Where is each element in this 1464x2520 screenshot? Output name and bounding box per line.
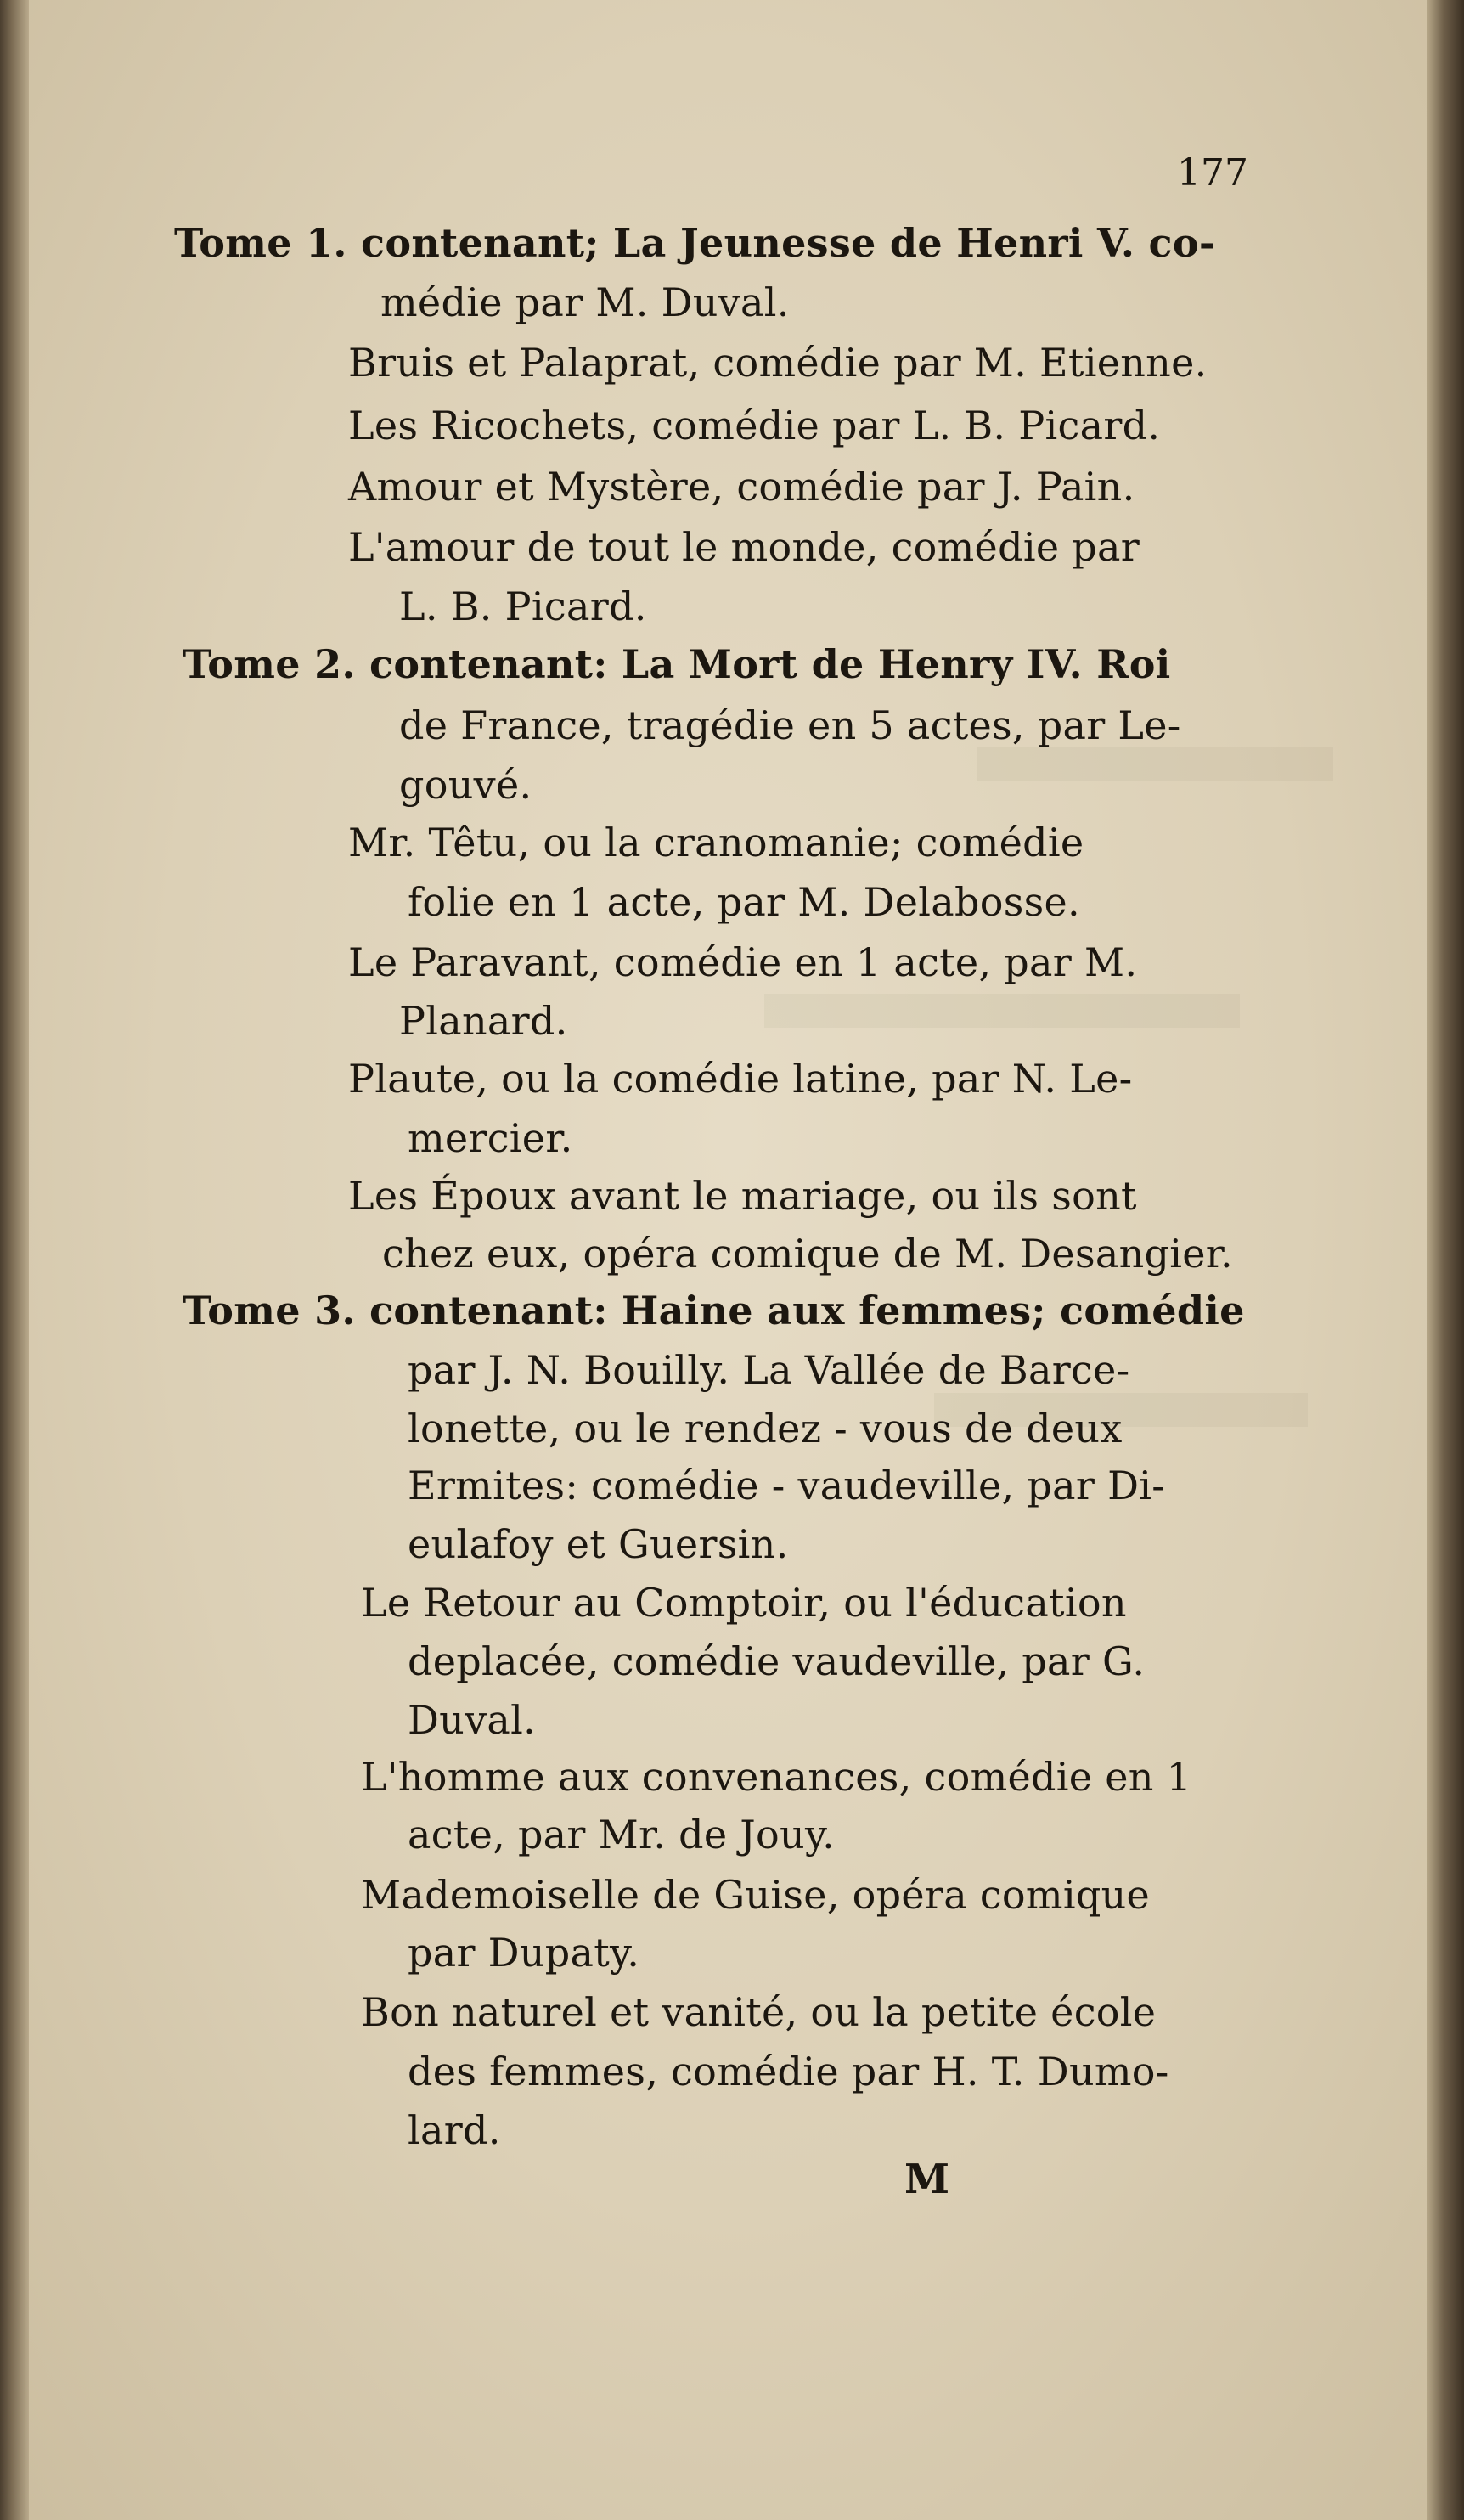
text-line: Bruis et Palaprat, comédie par M. Etienne. [348,340,1208,386]
text-line: acte, par Mr. de Jouy. [408,1812,836,1858]
text-line: Tome 3. contenant: Haine aux femmes; comédie [183,1288,1245,1333]
text-line: médie par M. Duval. [380,279,790,325]
text-line: Les Époux avant le mariage, ou ils sont [348,1173,1137,1219]
show-through-shade [764,994,1240,1028]
page-gutter-shadow [0,0,29,2520]
text-line: Le Retour au Comptoir, ou l'éducation [361,1580,1127,1626]
text-line: Tome 1. contenant; La Jeunesse de Henri V. co- [174,220,1216,266]
text-line: Mademoiselle de Guise, opéra comique [361,1872,1151,1918]
text-line: Duval. [408,1697,537,1743]
text-line: de France, tragédie en 5 actes, par Le- [399,702,1181,748]
text-line: L. B. Picard. [399,583,647,629]
text-line: Bon naturel et vanité, ou la petite école [361,1989,1157,2035]
text-line: lard. [408,2107,501,2153]
page-right-edge [1427,0,1464,2520]
text-line: eulafoy et Guersin. [408,1521,789,1567]
text-line: lonette, ou le rendez - vous de deux [408,1406,1123,1452]
text-line: Les Ricochets, comédie par L. B. Picard. [348,403,1161,448]
text-line: L'homme aux convenances, comédie en 1 [361,1754,1192,1800]
text-line: Tome 2. contenant: La Mort de Henry IV. Roi [183,641,1171,687]
show-through-shade [977,747,1333,781]
page-number: 177 [1177,151,1248,194]
text-line: par Dupaty. [408,1930,640,1976]
text-line: folie en 1 acte, par M. Delabosse. [408,879,1080,925]
text-line: deplacée, comédie vaudeville, par G. [408,1638,1146,1684]
text-line: gouvé. [399,762,532,808]
text-line: mercier. [408,1115,573,1161]
text-line: Le Paravant, comédie en 1 acte, par M. [348,939,1138,985]
text-line: L'amour de tout le monde, comédie par [348,524,1140,570]
text-line: Planard. [399,998,568,1044]
text-line: Ermites: comédie - vaudeville, par Di- [408,1463,1166,1508]
text-line: Amour et Mystère, comédie par J. Pain. [348,464,1135,510]
text-line: par J. N. Bouilly. La Vallée de Barce- [408,1347,1130,1393]
text-line: chez eux, opéra comique de M. Desangier. [382,1231,1233,1277]
text-line: Plaute, ou la comédie latine, par N. Le- [348,1056,1133,1102]
text-line: des femmes, comédie par H. T. Dumo- [408,2049,1169,2094]
text-line: Mr. Têtu, ou la cranomanie; comédie [348,820,1084,865]
signature-mark: M [904,2156,950,2203]
